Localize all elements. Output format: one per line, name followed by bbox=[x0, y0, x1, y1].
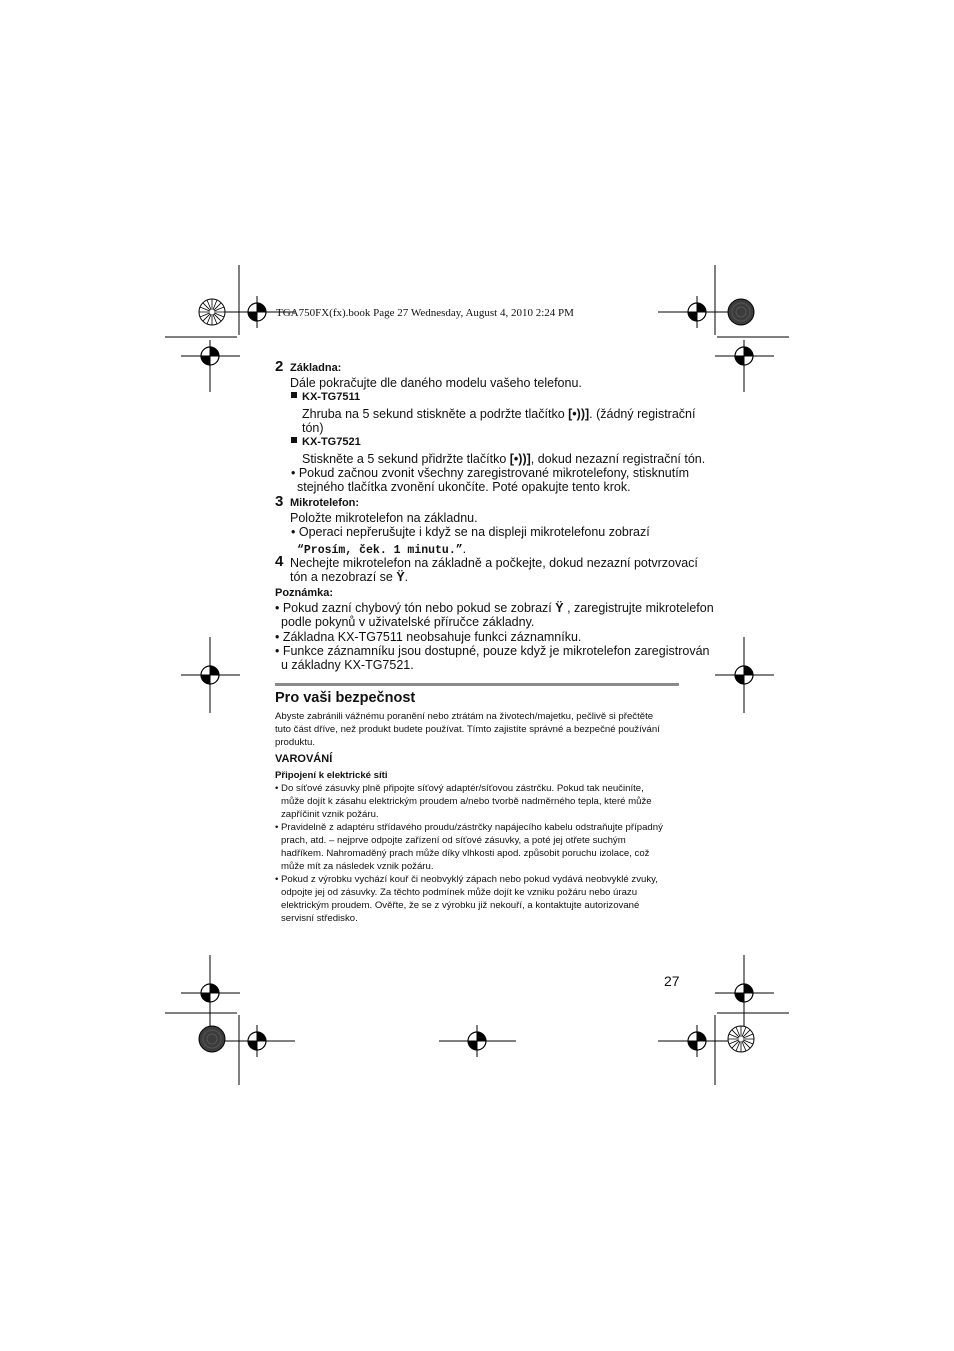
intercom-button-icon: [•))] bbox=[509, 452, 531, 466]
section-divider bbox=[275, 683, 679, 686]
warning-bullet: • Pravidelně z adaptéru střídavého proudu/zástrčky napájecího kabelu odstraňujte případný bbox=[275, 822, 663, 833]
step-text: Dále pokračujte dle daného modelu vašeho telefonu. bbox=[290, 376, 582, 390]
warning-bullet: • Pokud z výrobku vychází kouř či neobvyklý zápach nebo pokud vydává neobvyklé zvuky, bbox=[275, 874, 658, 885]
step-number: 3 bbox=[275, 493, 284, 510]
antenna-icon: Ÿ bbox=[396, 570, 405, 584]
intercom-button-icon: [•))] bbox=[568, 407, 590, 421]
note-bullet: u základny KX-TG7521. bbox=[281, 658, 414, 672]
model-text: tón) bbox=[302, 421, 324, 435]
intro-text: produktu. bbox=[275, 737, 316, 748]
warning-bullet: elektrickým proudem. Ověřte, že se z výrobku již nekouří, a kontaktujte autorizované bbox=[281, 900, 640, 911]
step-number: 4 bbox=[275, 553, 284, 570]
square-bullet-icon bbox=[291, 437, 297, 443]
intro-text: Abyste zabránili vážnému poranění nebo ztrátám na životech/majetku, pečlivě si přečtěte bbox=[275, 711, 654, 722]
antenna-icon: Ÿ bbox=[555, 601, 564, 615]
step-title: Mikrotelefon: bbox=[290, 497, 360, 509]
section-title: Pro vaši bezpečnost bbox=[275, 690, 416, 706]
warning-bullet: • Do síťové zásuvky plně připojte síťový adaptér/síťovou zástrčku. Pokud tak neučiníte, bbox=[275, 783, 644, 794]
square-bullet-icon bbox=[291, 392, 297, 398]
warning-bullet: hadříkem. Nahromaděný prach může díky vlhkosti apod. způsobit poruchu izolace, což bbox=[281, 848, 650, 859]
model-heading: KX-TG7521 bbox=[291, 436, 361, 448]
subheading: Připojení k elektrické síti bbox=[275, 770, 388, 781]
warning-bullet: odpojte jej od zásuvky. Za těchto podmínek může dojít ke vzniku požáru nebo úrazu bbox=[281, 887, 638, 898]
note-bullet: • Funkce záznamníku jsou dostupné, pouze když je mikrotelefon zaregistrován bbox=[275, 644, 710, 658]
warning-bullet: prach, atd. – nejprve odpojte zařízení od síťové zásuvky, a poté jej otřete suchým bbox=[281, 835, 626, 846]
warning-bullet: servisní středisko. bbox=[281, 913, 358, 924]
note-bullet: podle pokynů v uživatelské příručce základny. bbox=[281, 615, 535, 629]
warning-bullet: zapříčinit vznik požáru. bbox=[281, 809, 379, 820]
step-text: Položte mikrotelefon na základnu. bbox=[290, 511, 478, 525]
warning-bullet: může mít za následek vznik požáru. bbox=[281, 861, 434, 872]
step-title: Základna: bbox=[290, 362, 342, 374]
warning-heading: VAROVÁNÍ bbox=[275, 753, 333, 765]
step-text: Nechejte mikrotelefon na základně a počkejte, dokud nezazní potvrzovací bbox=[290, 556, 698, 570]
step-number: 2 bbox=[275, 358, 284, 375]
bullet-text: • Operaci nepřerušujte i když se na displeji mikrotelefonu zobrazí bbox=[291, 525, 650, 539]
model-text: Zhruba na 5 sekund stiskněte a podržte tlačítko [•))]. (žádný registrační bbox=[302, 407, 696, 421]
step-text: tón a nezobrazí se Ÿ. bbox=[290, 570, 409, 584]
note-bullet: • Základna KX-TG7511 neobsahuje funkci záznamníku. bbox=[275, 630, 582, 644]
bullet-text: • Pokud začnou zvonit všechny zaregistrované mikrotelefony, stisknutím bbox=[291, 466, 690, 480]
bullet-text: stejného tlačítka zvonění ukončíte. Poté opakujte tento krok. bbox=[297, 480, 631, 494]
print-header: TGA750FX(fx).book Page 27 Wednesday, August 4, 2010 2:24 PM bbox=[276, 307, 574, 319]
warning-bullet: může dojít k zásahu elektrickým proudem a/nebo tvorbě nadměrného tepla, které může bbox=[281, 796, 652, 807]
model-text: Stiskněte a 5 sekund přidržte tlačítko [•))], dokud nezazní registrační tón. bbox=[302, 452, 706, 466]
model-heading: KX-TG7511 bbox=[291, 391, 360, 403]
page-number: 27 bbox=[664, 973, 680, 989]
intro-text: tuto část dříve, než produkt budete používat. Tímto zajistíte správné a bezpečné používání bbox=[275, 724, 660, 735]
note-title: Poznámka: bbox=[275, 587, 334, 599]
note-bullet: • Pokud zazní chybový tón nebo pokud se zobrazí Ÿ , zaregistrujte mikrotelefon bbox=[275, 601, 714, 615]
display-text: “Prosím, ček. 1 minutu.”. bbox=[297, 542, 467, 557]
